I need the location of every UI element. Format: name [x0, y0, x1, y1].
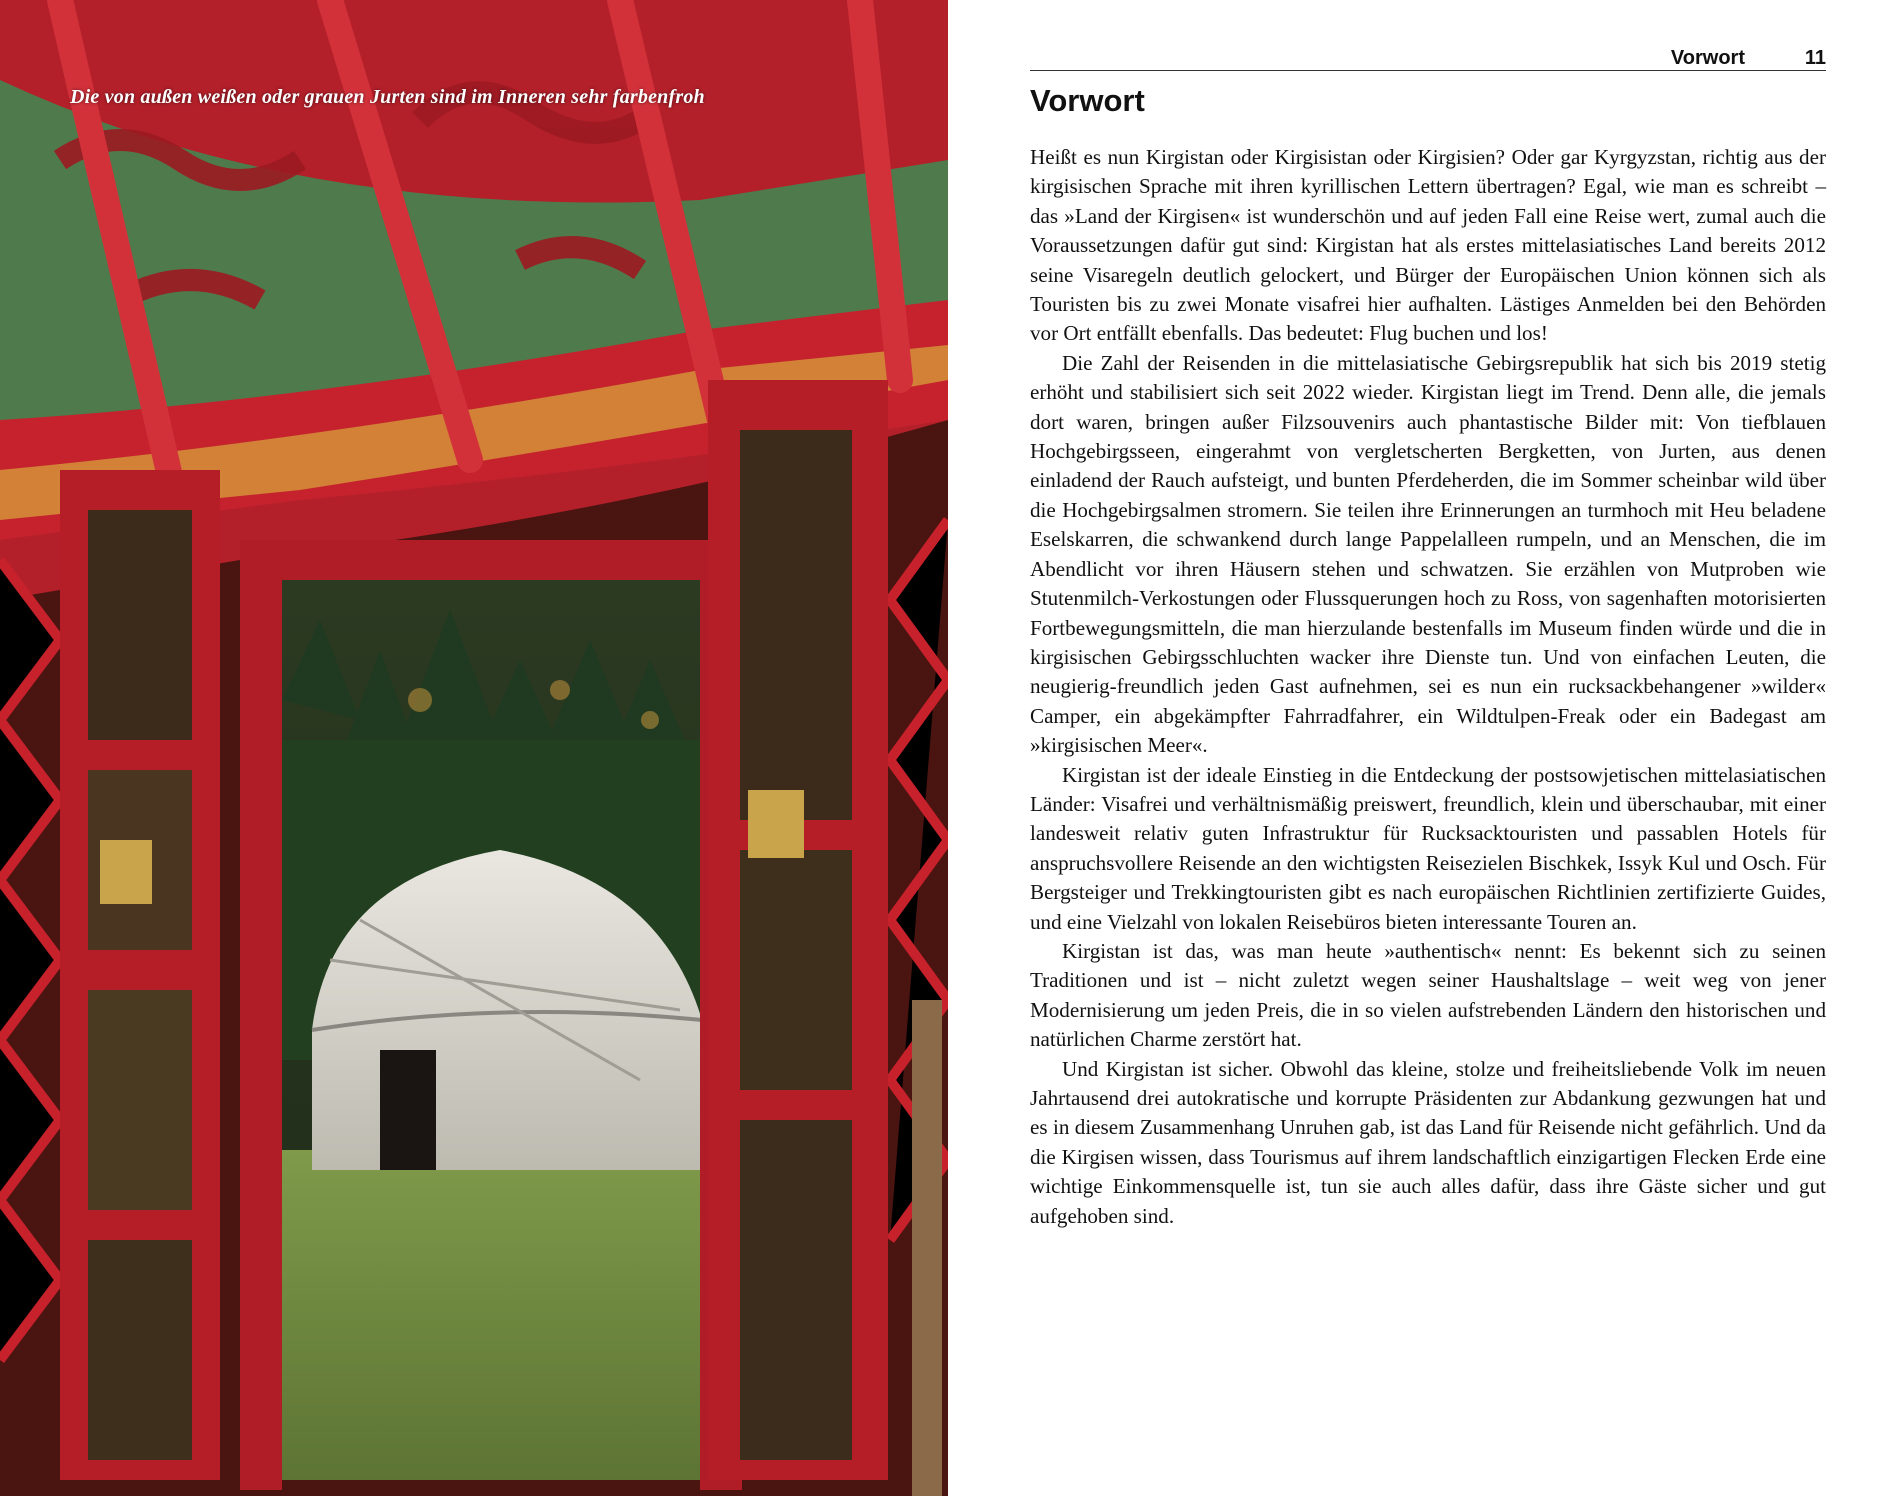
running-head-title: Vorwort — [1670, 47, 1745, 69]
paragraph-4: Kirgistan ist das, was man heute »authentisch« nennt: Es bekennt sich zu seinen Traditionen und ist – nicht zuletzt wegen seiner Haushaltslage – weit weg von jener Modernisierung um jeden Preis, die in so vielen aufstrebenden Ländern den historischen und natürlichen Charme zerstört hat. — [1030, 938, 1826, 1052]
paragraph-5: Und Kirgistan ist sicher. Obwohl das kleine, stolze und freiheitsliebende Volk im neuen Jahrtausend drei autokratische und korrupte Präsidenten zur Abdankung gezwungen hat und es in diesem Zusammenhang Unruhen gab, ist das Land für Reisende nicht gefährlich. Und da die Kirgisen wissen, dass Tourismus auf ihrem landschaftlich einzigartigen Flecken Erde eine wichtige Einkommensquelle ist, tun sie auch alles dafür, dass ihre Gäste sicher und gut aufgehoben sind. — [1030, 1056, 1826, 1228]
photo-caption: Die von außen weißen oder grauen Jurten sind im Inneren sehr farbenfroh — [70, 86, 705, 108]
chapter-title: Vorwort — [1030, 83, 1145, 118]
body-text — [1030, 143, 1826, 1231]
page-number: 11 — [1804, 47, 1826, 69]
paragraph-1: Heißt es nun Kirgistan oder Kirgisistan oder Kirgisien? Oder gar Kyrgyzstan, richtig aus der kirgisischen Sprache mit ihren kyrillischen Lettern übertragen? Egal, wie man es schreibt – das »Land der Kirgisen« ist wunderschön und auf jeden Fall eine Reise wert, zumal auch die Voraussetzungen dafür gut sind: Kirgistan hat als erstes mittelasiatisches Land bereits 2012 seine Visaregeln deutlich gelockert, und Bürger der Europäischen Union können sich als Touristen bis zu zwei Monate visafrei hier aufhalten. Lästiges Anmelden bei den Behörden vor Ort entfällt ebenfalls. Das bedeutet: Flug buchen und los! — [1030, 145, 1826, 346]
paragraph-2: Die Zahl der Reisenden in die mittelasiatische Gebirgsrepublik hat sich bis 2019 stetig erhöht und stabilisiert sich seit 2022 wieder. Kirgistan liegt im Trend. Denn alle, die jemals dort waren, bringen außer Filzsouvenirs auch phantastische Bilder mit: Von tiefblauen Hochgebirgsseen, eingerahmt von vergletscherten Bergketten, von Jurten, aus denen einladend der Rauch aufsteigt, und bunten Pferdeherden, die im Sommer scheinbar wild über die Hochgebirgsalmen stromern. Sie teilen ihre Erinnerungen an turmhoch mit Heu beladene Eselskarren, die schwankend durch lange Pappelalleen rumpeln, und an Menschen, die im Abendlicht vor ihren Häusern stehen und schwatzen. Sie erzählen von Mutproben wie Stutenmilch-Verkostungen oder Flussquerungen hoch zu Ross, von sagenhaften motorisierten Fortbewegungsmitteln, die man hierzulande bestenfalls im Museum finden würde und die in kirgisischen Gebirgsschluchten wacker ihre Dienste tun. Und von einfachen Leuten, die neugierig-freundlich jeden Gast aufnehmen, sei es nun ein rucksackbehangener »wilder« Camper, ein abgekämpfter Fahrradfahrer, ein Wildtulpen-Freak oder ein Badegast am »kirgisischen Meer«. — [1030, 350, 1826, 758]
running-head — [1030, 40, 1826, 71]
paragraph-3: Kirgistan ist der ideale Einstieg in die Entdeckung der postsowjetischen mittelasiatischen Länder: Visafrei und verhältnismäßig preiswert, freundlich, klein und überschaubar, mit einer landesweit relativ guten Infrastruktur für Rucksacktouristen und passablen Hotels für anspruchsvollere Reisende an den wichtigsten Reisezielen Bischkek, Issyk Kul und Osch. Für Bergsteiger und Trekkingtouristen gibt es nach europäischen Richtlinien zertifizierte Guides, und eine Vielzahl von lokalen Reisebüros bieten interessante Touren an. — [1030, 762, 1826, 934]
text-page — [1030, 40, 1826, 1231]
